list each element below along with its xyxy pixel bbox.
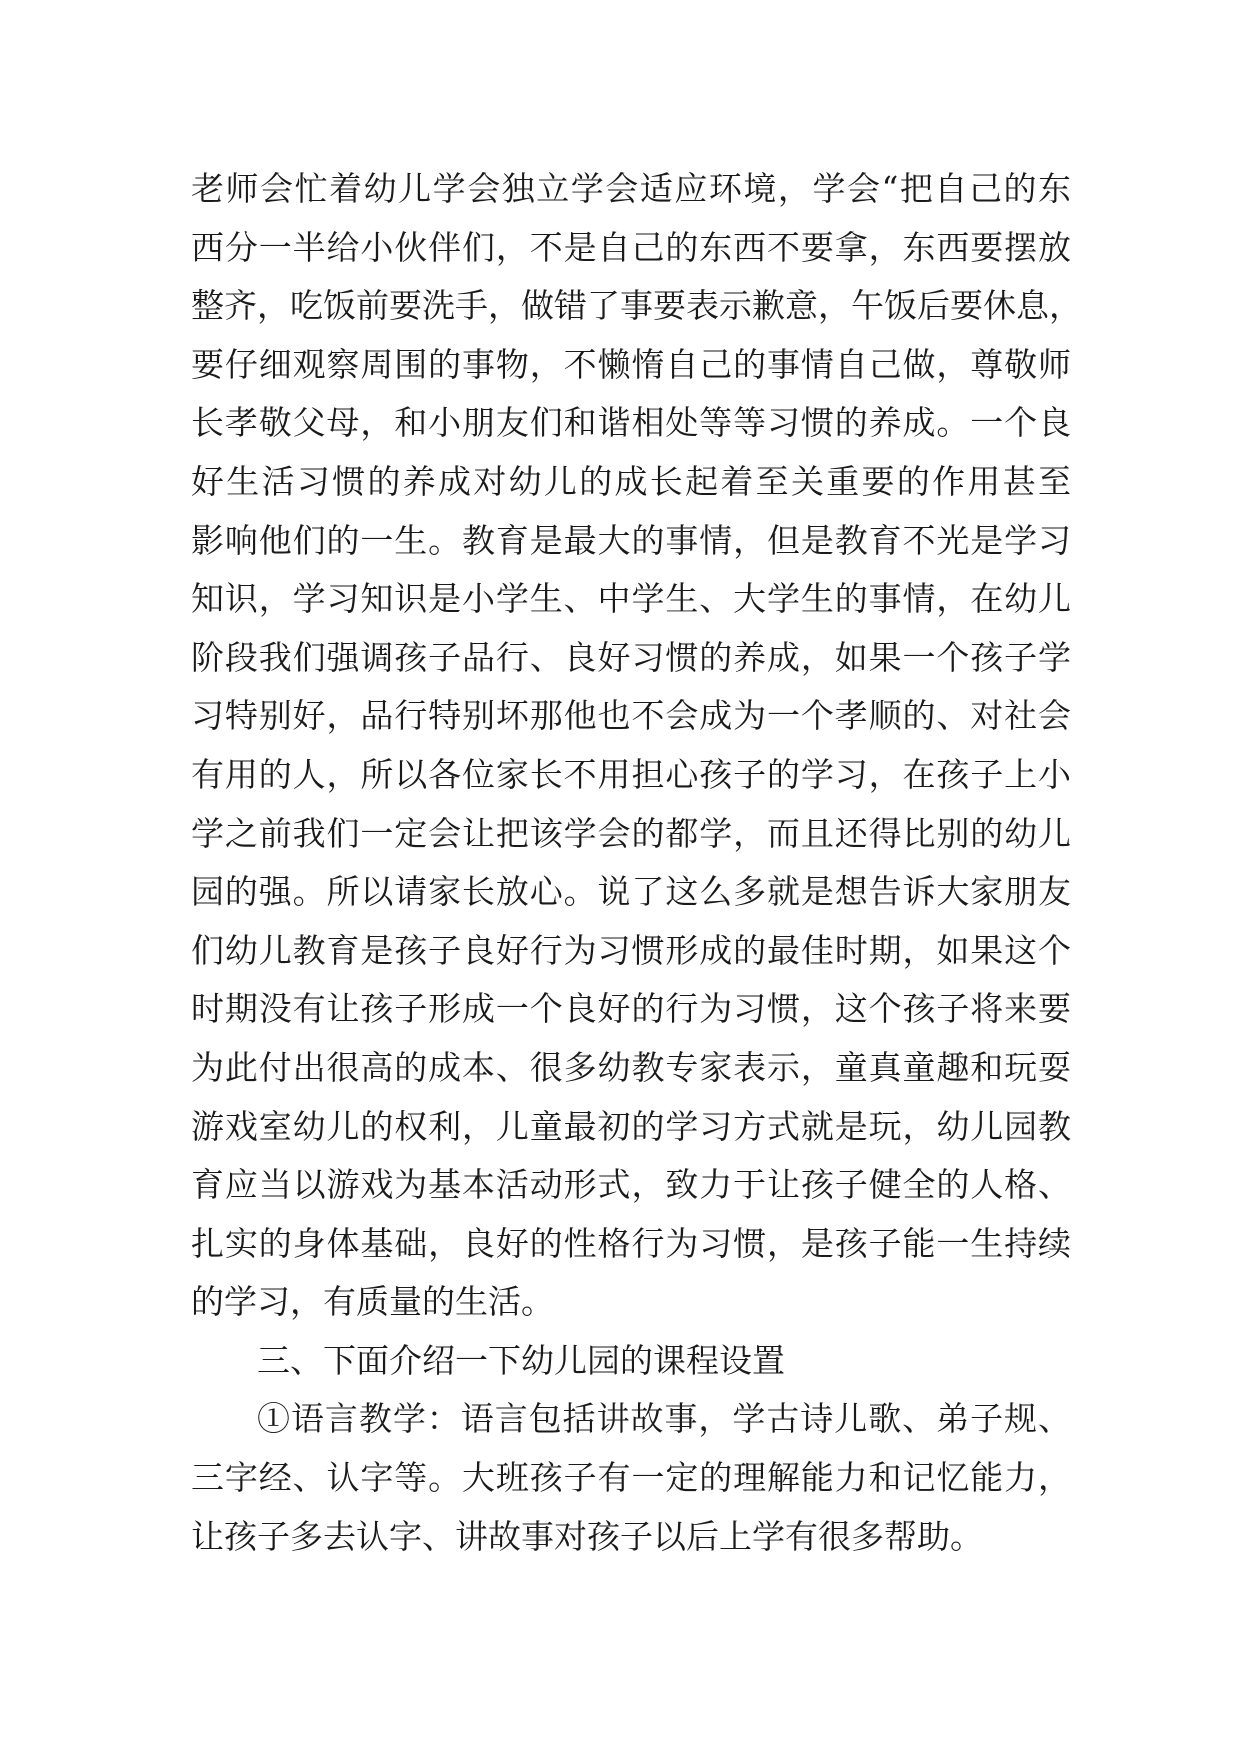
text-line: 育应当以游戏为基本活动形式，致力于让孩子健全的人格、 bbox=[191, 1165, 1071, 1205]
text-line: 好生活习惯的养成对幼儿的成长起着至关重要的作用甚至 bbox=[191, 461, 1071, 501]
text-line: 习特别好，品行特别坏那他也不会成为一个孝顺的、对社会 bbox=[191, 696, 1071, 736]
text-line: 影响他们的一生。教育是最大的事情，但是教育不光是学习 bbox=[191, 520, 1071, 560]
text-line: 西分一半给小伙伴们，不是自己的东西不要拿，东西要摆放 bbox=[191, 227, 1071, 267]
text-line: ①语言教学：语言包括讲故事，学古诗儿歌、弟子规、 bbox=[257, 1399, 1071, 1439]
paragraph-end-line: 的学习，有质量的生活。 bbox=[191, 1282, 554, 1322]
text-line: 时期没有让孩子形成一个良好的行为习惯，这个孩子将来要 bbox=[191, 989, 1071, 1029]
text-line: 三字经、认字等。大班孩子有一定的理解能力和记忆能力， bbox=[191, 1458, 1071, 1498]
text-line: 扎实的身体基础，良好的性格行为习惯，是孩子能一生持续 bbox=[191, 1223, 1071, 1263]
body-text bbox=[191, 160, 1082, 1566]
text-line: 阶段我们强调孩子品行、良好习惯的养成，如果一个孩子学 bbox=[191, 637, 1071, 677]
text-line: 长孝敬父母，和小朋友们和谐相处等等习惯的养成。一个良 bbox=[191, 403, 1071, 443]
paragraph-end-line: 让孩子多去认字、讲故事对孩子以后上学有很多帮助。 bbox=[191, 1516, 983, 1556]
text-line: 为此付出很高的成本、很多幼教专家表示，童真童趣和玩耍 bbox=[191, 1047, 1071, 1087]
text-line: 要仔细观察周围的事物，不懒惰自己的事情自己做，尊敬师 bbox=[191, 344, 1071, 384]
text-line: 老师会忙着幼儿学会独立学会适应环境，学会“把自己的东 bbox=[191, 169, 1071, 208]
text-line: 有用的人，所以各位家长不用担心孩子的学习，在孩子上小 bbox=[191, 754, 1071, 794]
text-line: 游戏室幼儿的权利，儿童最初的学习方式就是玩，幼儿园教 bbox=[191, 1106, 1071, 1146]
text-line: 整齐，吃饭前要洗手，做错了事要表示歉意，午饭后要休息， bbox=[191, 286, 1082, 326]
section-heading: 三、下面介绍一下幼儿园的课程设置 bbox=[257, 1340, 785, 1380]
text-line: 学之前我们一定会让把该学会的都学，而且还得比别的幼儿 bbox=[191, 813, 1071, 853]
text-line: 们幼儿教育是孩子良好行为习惯形成的最佳时期，如果这个 bbox=[191, 930, 1071, 970]
text-line: 园的强。所以请家长放心。说了这么多就是想告诉大家朋友 bbox=[191, 872, 1071, 912]
text-line: 知识，学习知识是小学生、中学生、大学生的事情，在幼儿 bbox=[191, 579, 1071, 619]
